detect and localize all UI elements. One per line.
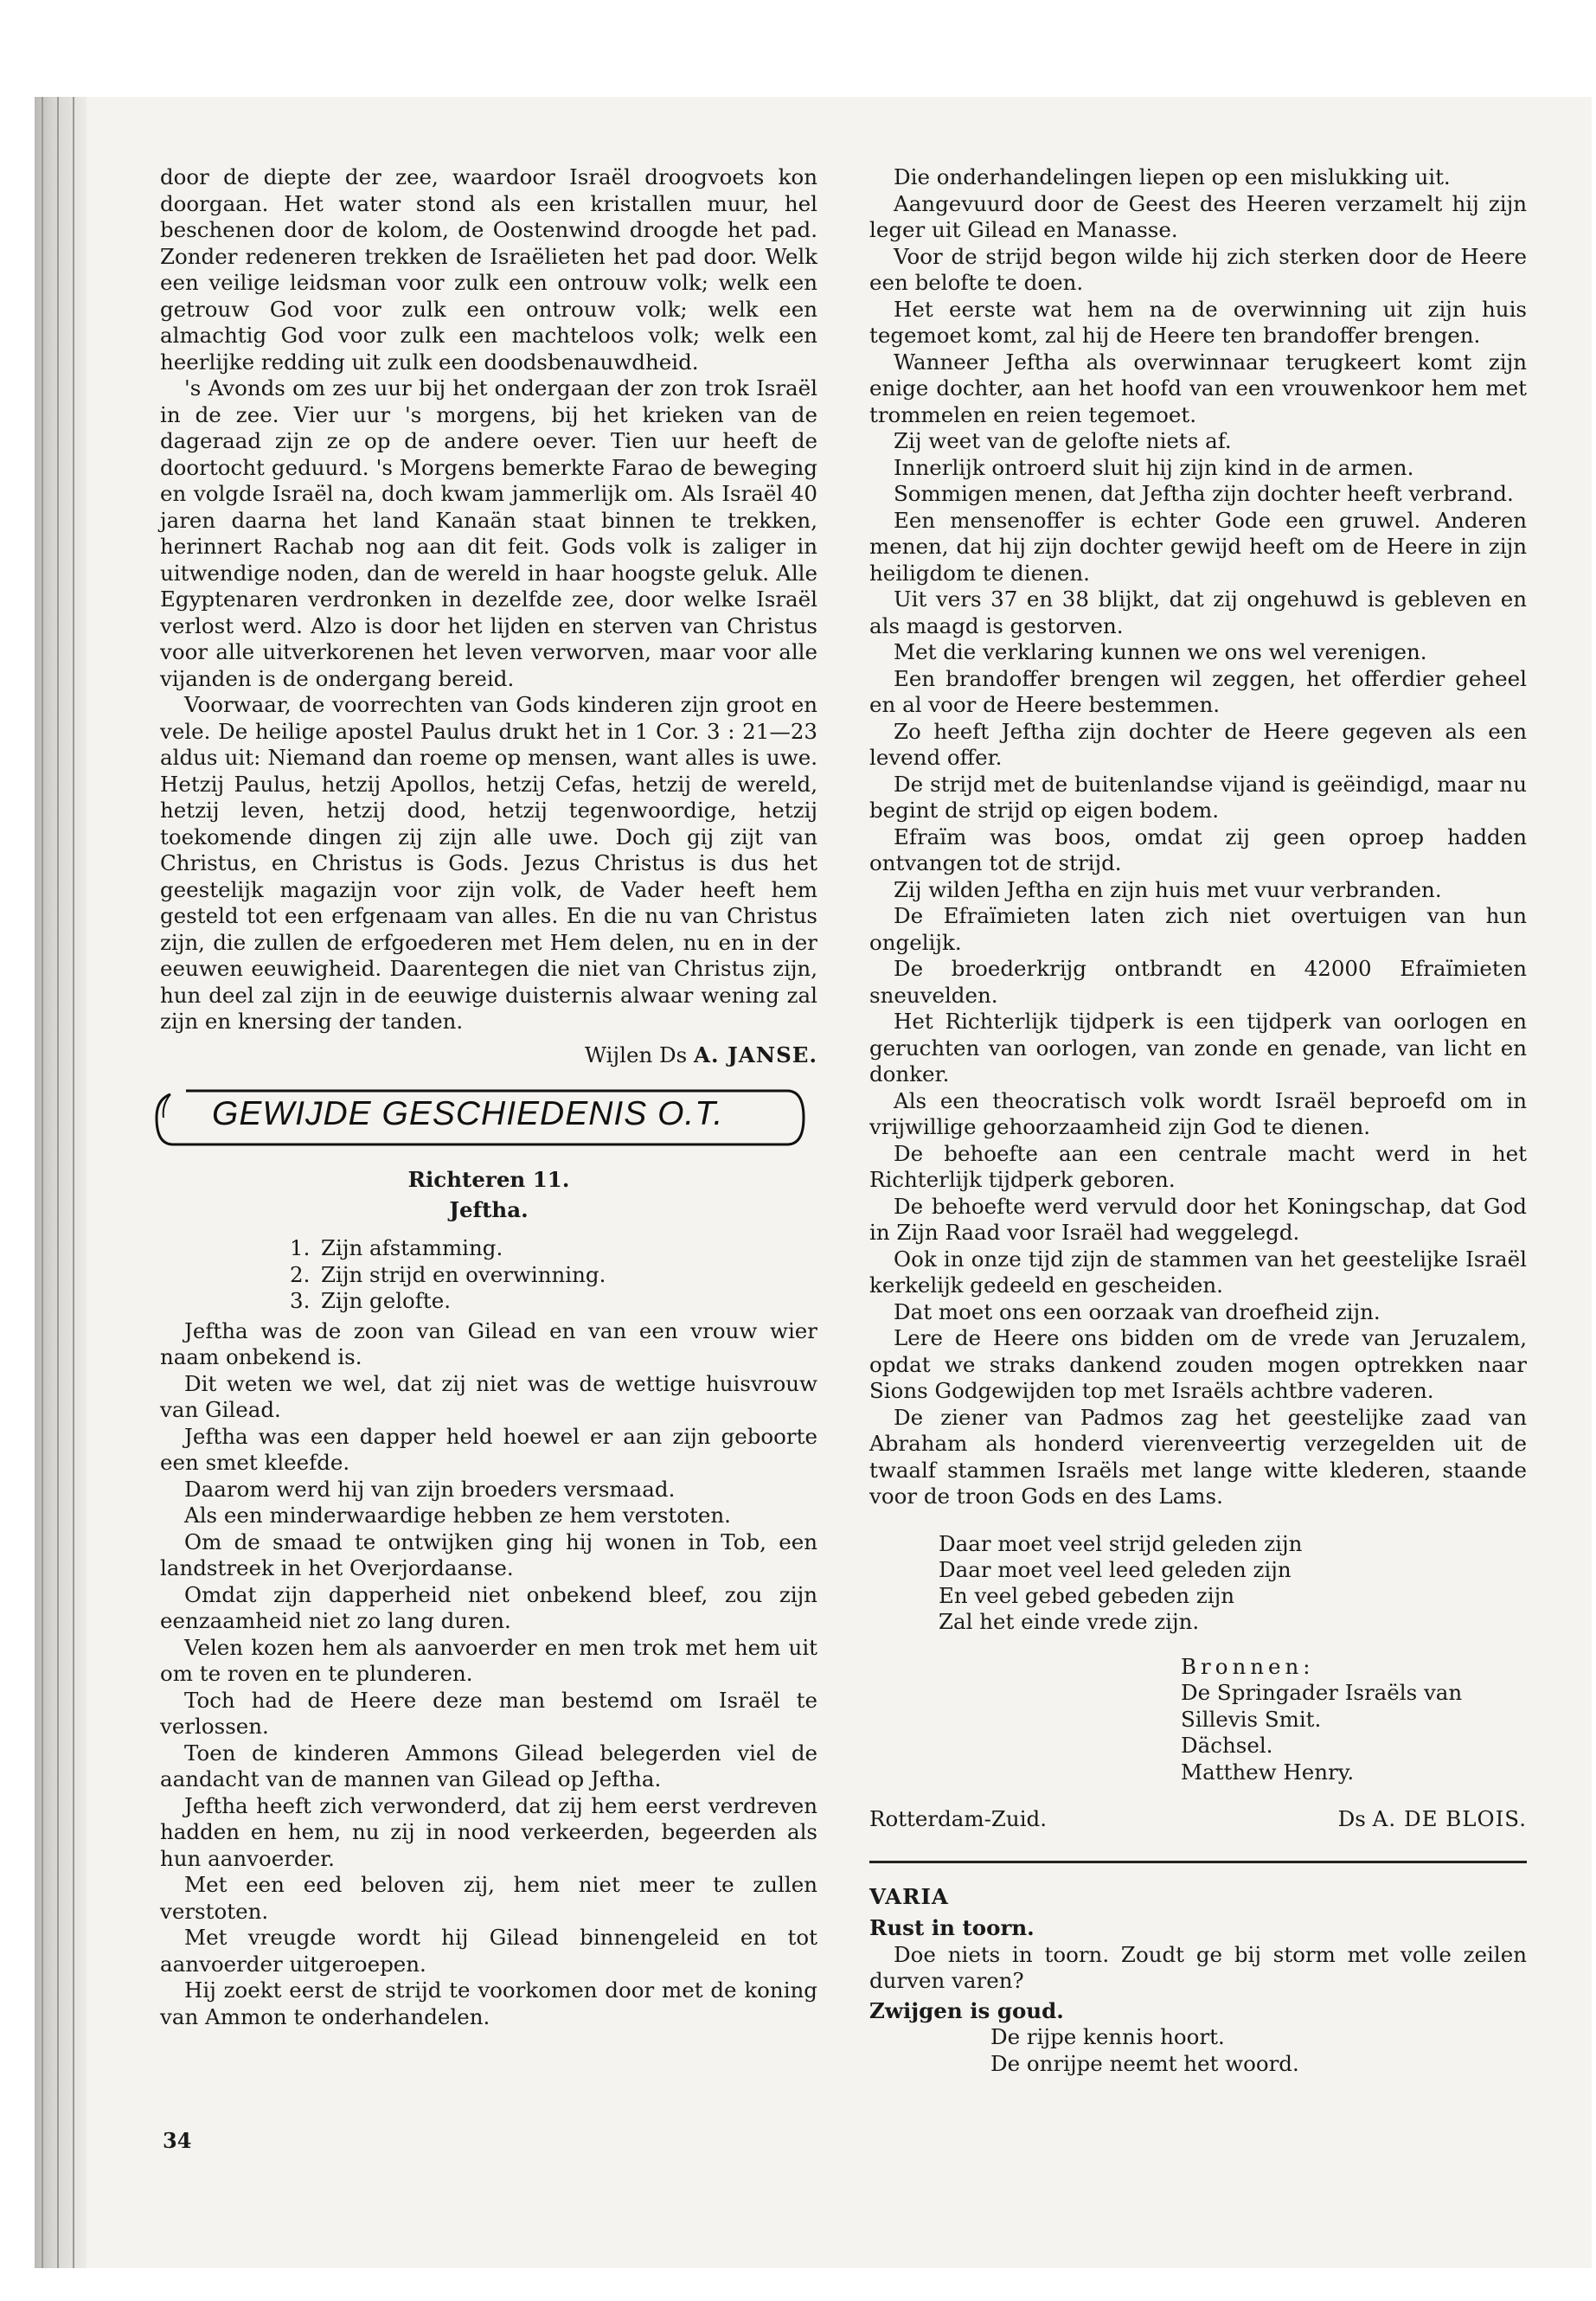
author <box>1338 1806 1527 1833</box>
varia-heading: Rust in toorn. <box>869 1915 1035 1940</box>
place: Rotterdam-Zuid. <box>869 1806 1048 1831</box>
paragraph: Efraïm was boos, omdat zij geen oproep hadden ontvangen tot de strijd. <box>869 824 1527 875</box>
paragraph: Toch had de Heere deze man bestemd om Israël te verlossen. <box>160 1687 817 1739</box>
poem-line: Zal het einde vrede zijn. <box>939 1608 1200 1634</box>
signature-name: A. JANSE. <box>694 1042 817 1067</box>
paragraph: Innerlijk ontroerd sluit hij zijn kind in de armen. <box>894 454 1414 480</box>
paragraph: De ziener van Padmos zag het geestelijke zaad van Abraham als honderd vierenveertig verzegelden uit de twaalf stammen Israëls met lange witte klederen, staande voor de troon Gods en des Lams. <box>869 1404 1527 1509</box>
paragraph: Dit weten we wel, dat zij niet was de wettige huisvrouw van Gilead. <box>160 1370 817 1422</box>
paragraph: Jeftha was de zoon van Gilead en van een vrouw wier naam onbekend is. <box>160 1317 817 1369</box>
poem-line: Daar moet veel strijd geleden zijn <box>939 1530 1303 1556</box>
paragraph: Voor de strijd begon wilde hij zich sterken door de Heere een belofte te doen. <box>869 243 1527 295</box>
varia-text: De rijpe kennis hoort. <box>990 2024 1225 2049</box>
left-column <box>160 164 817 2030</box>
varia-heading: Zwijgen is goud. <box>869 1997 1064 2023</box>
paragraph: Aangevuurd door de Geest des Heeren verzamelt hij zijn leger uit Gilead en Manasse. <box>869 190 1527 242</box>
paragraph: Sommigen menen, dat Jeftha zijn dochter heeft verbrand. <box>894 481 1514 506</box>
right-column <box>869 164 1527 2077</box>
paragraph: Daarom werd hij van zijn broeders versmaad. <box>184 1476 676 1502</box>
paragraph: Zij weet van de gelofte niets af. <box>894 428 1232 453</box>
article-closing <box>869 1806 1527 1833</box>
author-name: A. DE BLOIS. <box>1372 1806 1527 1831</box>
varia-text: De onrijpe neemt het woord. <box>990 2050 1299 2076</box>
chapter-heading: Richteren 11. <box>407 1167 570 1192</box>
paragraph: Met een eed beloven zij, hem niet meer te zullen verstoten. <box>160 1872 817 1924</box>
paragraph: Uit vers 37 en 38 blijkt, dat zij ongehuwd is gebleven en als maagd is gestorven. <box>869 586 1527 638</box>
poem-line: En veel gebed gebeden zijn <box>939 1582 1234 1608</box>
paragraph: De strijd met de buitenlandse vijand is geëindigd, maar nu begint de strijd op eigen bodem. <box>869 771 1527 823</box>
paragraph: De behoefte werd vervuld door het Koningschap, dat God in Zijn Raad voor Israël had weggelegd. <box>869 1193 1527 1245</box>
paragraph: Jeftha was een dapper held hoewel er aan zijn geboorte een smet kleefde. <box>160 1423 817 1475</box>
paragraph: door de diepte der zee, waardoor Israël droogvoets kon doorgaan. Het water stond als een kristallen muur, hel beschenen door de kolom, de Oostenwind droogde het pad. Zonder redeneren trekken de Israëlieten het pad door. Welk een veilige leidsman voor zulk een ontrouw volk; welk een getrouw God voor zulk een ontrouw volk; welk een almachtig God voor zulk een machteloos volk; welk een heerlijke redding uit zulk een doodsbenauwdheid. <box>160 164 817 375</box>
paragraph: Een mensenoffer is echter Gode een gruwel. Anderen menen, dat hij zijn dochter gewijd heeft om de Heere in zijn heiligdom te dienen. <box>869 507 1527 586</box>
paragraph: Zij wilden Jeftha en zijn huis met vuur verbranden. <box>894 876 1442 902</box>
paragraph: Dat moet ons een oorzaak van droefheid zijn. <box>894 1298 1381 1324</box>
sources <box>1181 1654 1527 1786</box>
poem-line: Daar moet veel leed geleden zijn <box>939 1556 1292 1582</box>
signature <box>160 1042 817 1069</box>
paragraph: Het eerste wat hem na de overwinning uit zijn huis tegemoet komt, zal hij de Heere ten brandoffer brengen. <box>869 296 1527 348</box>
list-item: 2. Zijn strijd en overwinning. <box>290 1261 606 1287</box>
paragraph: Een brandoffer brengen wil zeggen, het offerdier geheel en al voor de Heere bestemmen. <box>869 665 1527 717</box>
paragraph: Toen de kinderen Ammons Gilead belegerden viel de aandacht van de mannen van Gilead op Jeftha. <box>160 1740 817 1791</box>
varia-text: Doe niets in toorn. Zoudt ge bij storm met volle zeilen durven varen? <box>869 1941 1527 1993</box>
author-prefix: Ds <box>1337 1806 1366 1831</box>
paragraph: Die onderhandelingen liepen op een mislukking uit. <box>894 164 1451 189</box>
list-item: 1. Zijn afstamming. <box>290 1235 503 1260</box>
paragraph: Voorwaar, de voorrechten van Gods kinderen zijn groot en vele. De heilige apostel Paulus drukt het in 1 Cor. 3 : 21—23 aldus uit: Niemand dan roeme op mensen, want alles is uwe. Hetzij Paulus, hetzij Apollos, hetzij Cefas, hetzij de wereld, hetzij leven, hetzij dood, hetzij tegenwoordige, hetzij toekomende dingen zij zijn alle uwe. Doch gij zijt van Christus, en Christus is Gods. Jezus Christus is dus het geestelijk magazijn voor zijn volk, de Vader heeft hem gesteld tot een erfgenaam van alles. En die nu van Christus zijn, die zullen de erfgoederen met Hem delen, nu en in der eeuwen eeuwigheid. Daarentegen die niet van Christus zijn, hun deel zal zijn in de eeuwige duisternis alwaar wening zal zijn en knersing der tanden. <box>160 692 817 1034</box>
paragraph: 's Avonds om zes uur bij het ondergaan der zon trok Israël in de zee. Vier uur 's morgens, bij het krieken van de dageraad zijn ze op de andere oever. Tien uur heeft de doortocht geduurd. 's Morgens bemerkte Farao de beweging en volgde Israël na, doch kwam jammerlijk om. Als Israël 40 jaren daarna het land Kanaän staat binnen te trekken, herinnert Rachab nog aan dit feit. Gods volk is zaliger in uitwendige noden, dan de wereld in haar hoogste geluk. Alle Egyptenaren verdronken in dezelfde zee, door welke Israël verlost werd. Alzo is door het lijden en sterven van Christus voor alle uitverkorenen het leven verworven, maar voor alle vijanden is de ondergang bereid. <box>160 375 817 691</box>
banner-title: GEWIJDE GESCHIEDENIS O.T. <box>212 1095 724 1132</box>
source-item: Matthew Henry. <box>1181 1759 1355 1785</box>
list-item: 3. Zijn gelofte. <box>290 1288 451 1313</box>
paragraph: Velen kozen hem als aanvoerder en men trok met hem uit om te roven en te plunderen. <box>160 1634 817 1686</box>
paragraph: Hij zoekt eerst de strijd te voorkomen door met de koning van Ammon te onderhandelen. <box>160 1977 817 2029</box>
paragraph: De broederkrijg ontbrandt en 42000 Efraïmieten sneuvelden. <box>869 956 1527 1008</box>
poem <box>939 1531 1527 1635</box>
book-spine <box>35 97 87 2268</box>
source-item: Sillevis Smit. <box>1181 1706 1322 1732</box>
sources-heading: Bronnen: <box>1181 1653 1315 1679</box>
paragraph: De behoefte aan een centrale macht werd in het Richterlijk tijdperk geboren. <box>869 1140 1527 1192</box>
paragraph: Ook in onze tijd zijn de stammen van het geestelijke Israël kerkelijk gedeeld en gescheiden. <box>869 1246 1527 1298</box>
subject-heading: Jeftha. <box>449 1196 529 1222</box>
paragraph: Zo heeft Jeftha zijn dochter de Heere gegeven als een levend offer. <box>869 718 1527 770</box>
paragraph: Lere de Heere ons bidden om de vrede van Jeruzalem, opdat we straks dankend zouden mogen optrekken naar Sions Godgewijden top met Israëls achtbre vaderen. <box>869 1325 1527 1403</box>
outline-list <box>290 1235 817 1315</box>
page-number: 34 <box>163 2128 192 2153</box>
paragraph: Om de smaad te ontwijken ging hij wonen in Tob, een landstreek in het Overjordaanse. <box>160 1529 817 1580</box>
paragraph: Het Richterlijk tijdperk is een tijdperk van oorlogen en geruchten van oorlogen, van zonde en genade, van licht en donker. <box>869 1009 1527 1086</box>
paragraph: Als een minderwaardige hebben ze hem verstoten. <box>184 1503 731 1528</box>
paragraph: Omdat zijn dapperheid niet onbekend bleef, zou zijn eenzaamheid niet zo lang duren. <box>160 1581 817 1633</box>
paragraph: Jeftha heeft zich verwonderd, dat zij hem eerst verdreven hadden en hem, nu zij in nood verkeerden, begeerden als hun aanvoerder. <box>160 1792 817 1871</box>
signature-prefix: Wijlen Ds <box>584 1042 688 1067</box>
paragraph: Met die verklaring kunnen we ons wel verenigen. <box>894 639 1427 664</box>
paragraph: Wanneer Jeftha als overwinnaar terugkeert komt zijn enige dochter, aan het hoofd van een vrouwenkoor hem met trommelen en reien tegemoet. <box>869 349 1527 427</box>
paragraph: Als een theocratisch volk wordt Israël beproefd om in vrijwillige gehoorzaamheid zijn God te dienen. <box>869 1087 1527 1139</box>
paragraph: De Efraïmieten laten zich niet overtuigen van hun ongelijk. <box>869 903 1527 955</box>
varia-title: VARIA <box>869 1883 949 1909</box>
source-item: De Springader Israëls van <box>1181 1680 1463 1705</box>
paragraph: Met vreugde wordt hij Gilead binnengeleid en tot aanvoerder uitgeroepen. <box>160 1925 817 1977</box>
source-item: Dächsel. <box>1181 1733 1273 1758</box>
section-divider <box>869 1861 1527 1863</box>
section-banner <box>151 1087 809 1148</box>
